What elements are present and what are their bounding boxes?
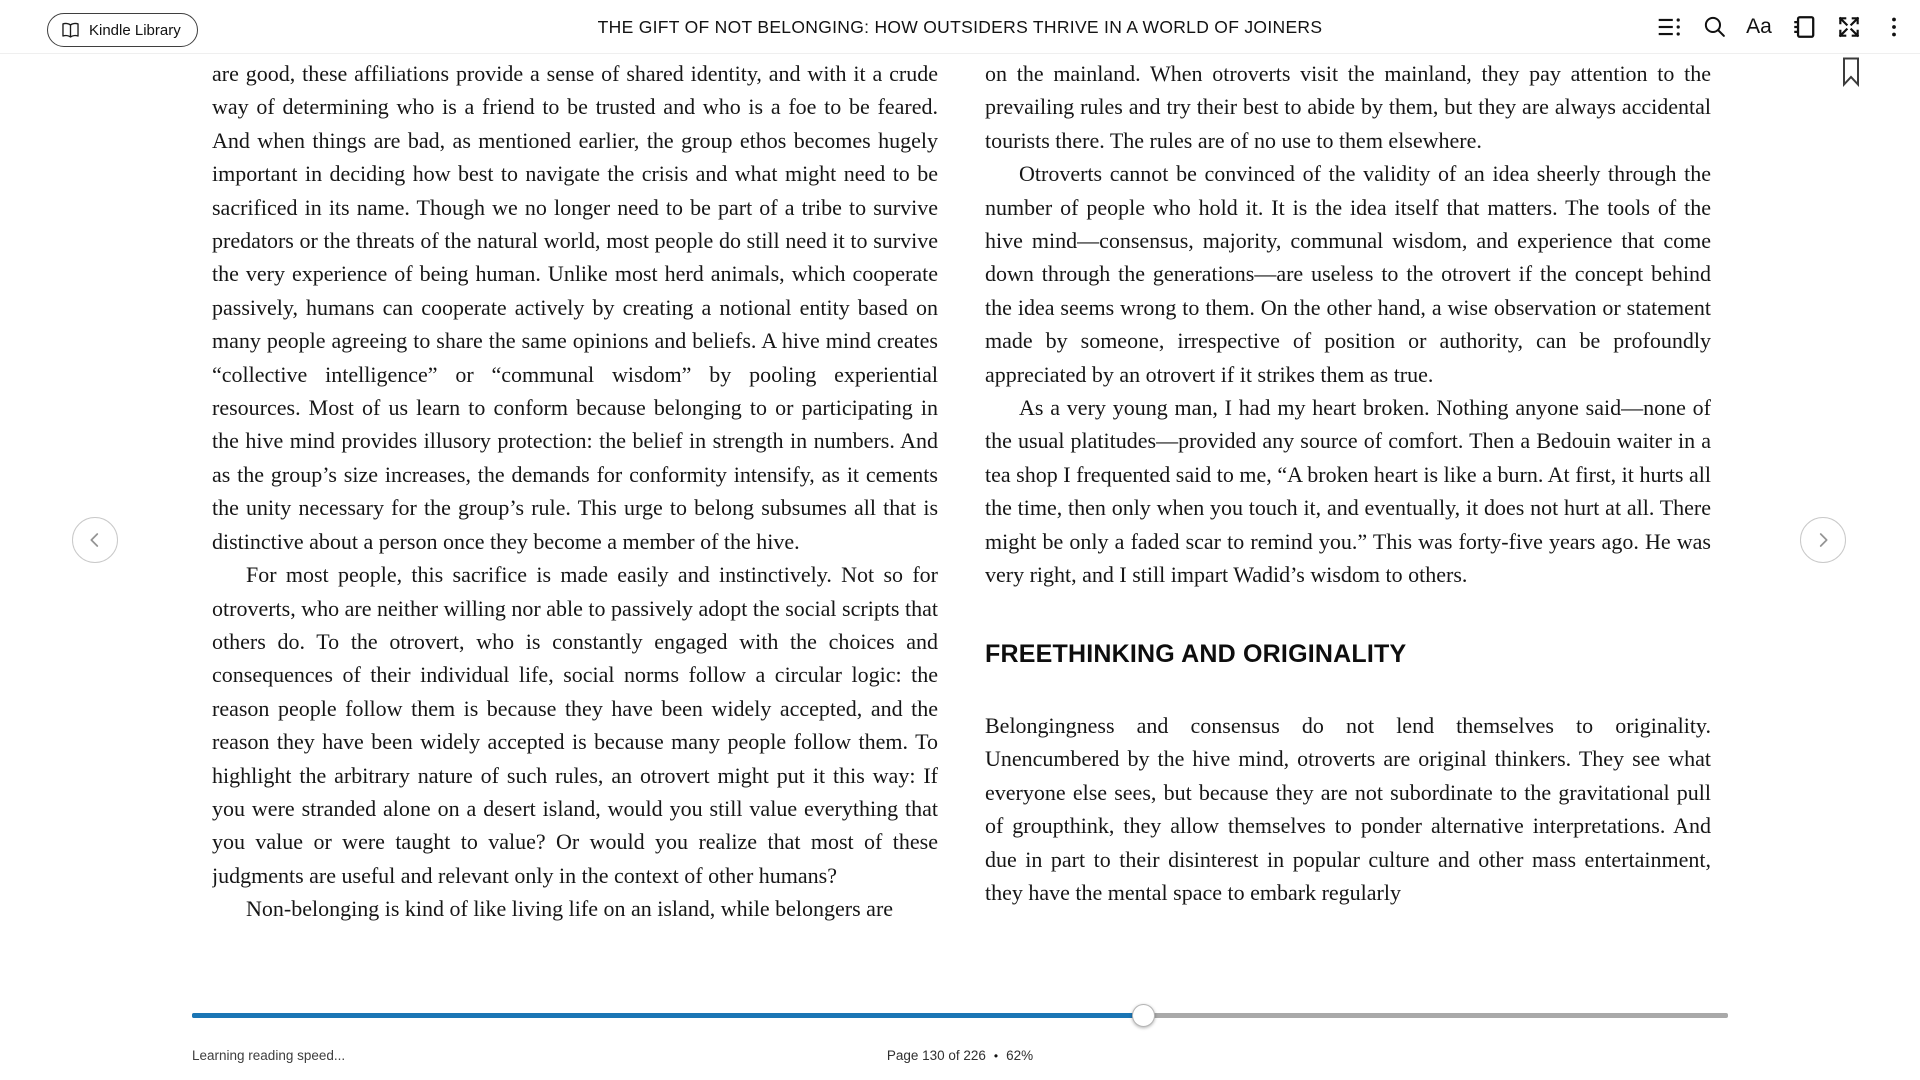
progress-fill (192, 1013, 1144, 1018)
book-page-right-column (985, 57, 1711, 997)
paragraph: Belongingness and consensus do not lend themselves to originality. Unencumbered by the hive mind, otroverts are original thinkers. They see what everyone else sees, but because they are not subordinate to the gravitational pull of groupthink, they allow themselves to ponder alternative interpretations. And due in part to their disinterest in popular culture and other mass entertainment, they have the mental space to embark regularly (985, 712, 1711, 905)
percent-text: 62% (1006, 1048, 1034, 1063)
font-settings-aa-icon: Aa (1746, 15, 1772, 38)
kindle-library-button[interactable] (47, 13, 198, 47)
toolbar-actions (1655, 0, 1908, 53)
vertical-dots-icon (1882, 15, 1906, 39)
page-number-text: Page 130 of 226 (886, 1048, 986, 1063)
fullscreen-expand-icon (1836, 14, 1862, 40)
section-heading: FREETHINKING AND ORIGINALITY (985, 639, 1407, 668)
top-toolbar (0, 0, 1920, 54)
kindle-library-label: Kindle Library (89, 21, 181, 39)
next-page-button[interactable] (1800, 517, 1846, 563)
bullet-separator: • (993, 1049, 999, 1063)
open-book-icon (61, 22, 80, 39)
progress-slider[interactable] (192, 1005, 1728, 1025)
paragraph: are good, these affiliations provide a sense of shared identity, and with it a crude way of determining who is a friend to be trusted and who is a foe to be feared. And when things are bad, as mentioned earlier, the group ethos becomes hugely important in deciding how best to navigate the crisis and what might need to be sacrificed in its name. Though we no longer need to be part of a tribe to survive predators or the threats of the natural world, most people do still need it to survive the very experience of being human. Unlike most herd animals, which cooperate passively, humans can cooperate actively by creating a notional entity based on many people agreeing to share the same opinions and beliefs. A hive mind creates “collective intelligence” or “communal wisdom” by pooling experiential resources. Most of us learn to conform because belonging to or participating in the hive mind provides illusory protection: the belief in strength in numbers. And as the group’s size increases, the demands for conformity intensify, as it cements the unity necessary for the group’s rule. This urge to belong subsumes all that is distinctive about a person once they become a member of the hive. (212, 61, 938, 554)
previous-page-button[interactable] (72, 517, 118, 563)
progress-slider-thumb[interactable] (1132, 1004, 1155, 1027)
reading-speed-status: Learning reading speed... (192, 1048, 346, 1063)
font-settings-button[interactable] (1745, 13, 1773, 41)
paragraph: For most people, this sacrifice is made easily and instinctively. Not so for otroverts, who are neither willing nor able to passively adopt the social scripts that others do. To the otrovert, who is constantly engaged with the choices and consequences of their individual life, social norms follow a circular logic: the reason people follow them is because they have been widely accepted, and the reason they have been widely accepted is because many people follow them. To highlight the arbitrary nature of such rules, an otrovert might put it this way: If you were stranded alone on a desert island, would you still value everything that you value or were taught to value? Or would you realize that most of these judgments are useful and relevant only in the context of other humans? (212, 562, 938, 888)
chevron-right-icon (1812, 529, 1834, 551)
paragraph: Otroverts cannot be convinced of the validity of an idea sheerly through the number of people who hold it. It is the idea itself that matters. The tools of the hive mind—consensus, majority, communal wisdom, and experience that come down through the generations—are useless to the otrovert if the concept behind the idea seems wrong to them. On the other hand, a wise observation or statement made by someone, irrespective of position or authority, can be profoundly appreciated by an otrovert if it strikes them as true. (985, 161, 1711, 387)
toc-list-icon (1656, 14, 1682, 40)
chevron-left-icon (84, 529, 106, 551)
notebook-button[interactable] (1790, 13, 1818, 41)
fullscreen-button[interactable] (1835, 13, 1863, 41)
book-page-left-column (212, 57, 938, 997)
paragraph: Non-belonging is kind of like living life on an island, while belongers are (246, 896, 894, 922)
page-progress-label (0, 1048, 1920, 1063)
bookmark-button[interactable] (1841, 57, 1861, 87)
paragraph: As a very young man, I had my heart broken. Nothing anyone said—none of the usual platitudes—provided any source of comfort. Then a Bedouin waiter in a tea shop I frequented said to me, “A broken heart is like a burn. At first, it hurts all the time, then only when you touch it, and eventually, it does not hurt at all. There might be only a faded scar to remind you.” This was forty-five years ago. He was very right, and I still impart Wadid’s wisdom to others. (985, 395, 1711, 588)
search-icon (1702, 14, 1727, 39)
more-options-button[interactable] (1880, 13, 1908, 41)
book-title: THE GIFT OF NOT BELONGING: HOW OUTSIDERS THRIVE IN A WORLD OF JOINERS (597, 17, 1323, 37)
paragraph: on the mainland. When otroverts visit the mainland, they pay attention to the prevailing rules and try their best to abide by them, but they are always accidental tourists there. The rules are of no use to them elsewhere. (985, 61, 1711, 153)
search-button[interactable] (1700, 13, 1728, 41)
bookmark-icon (1841, 57, 1861, 87)
notebook-icon (1791, 14, 1817, 40)
toc-button[interactable] (1655, 13, 1683, 41)
